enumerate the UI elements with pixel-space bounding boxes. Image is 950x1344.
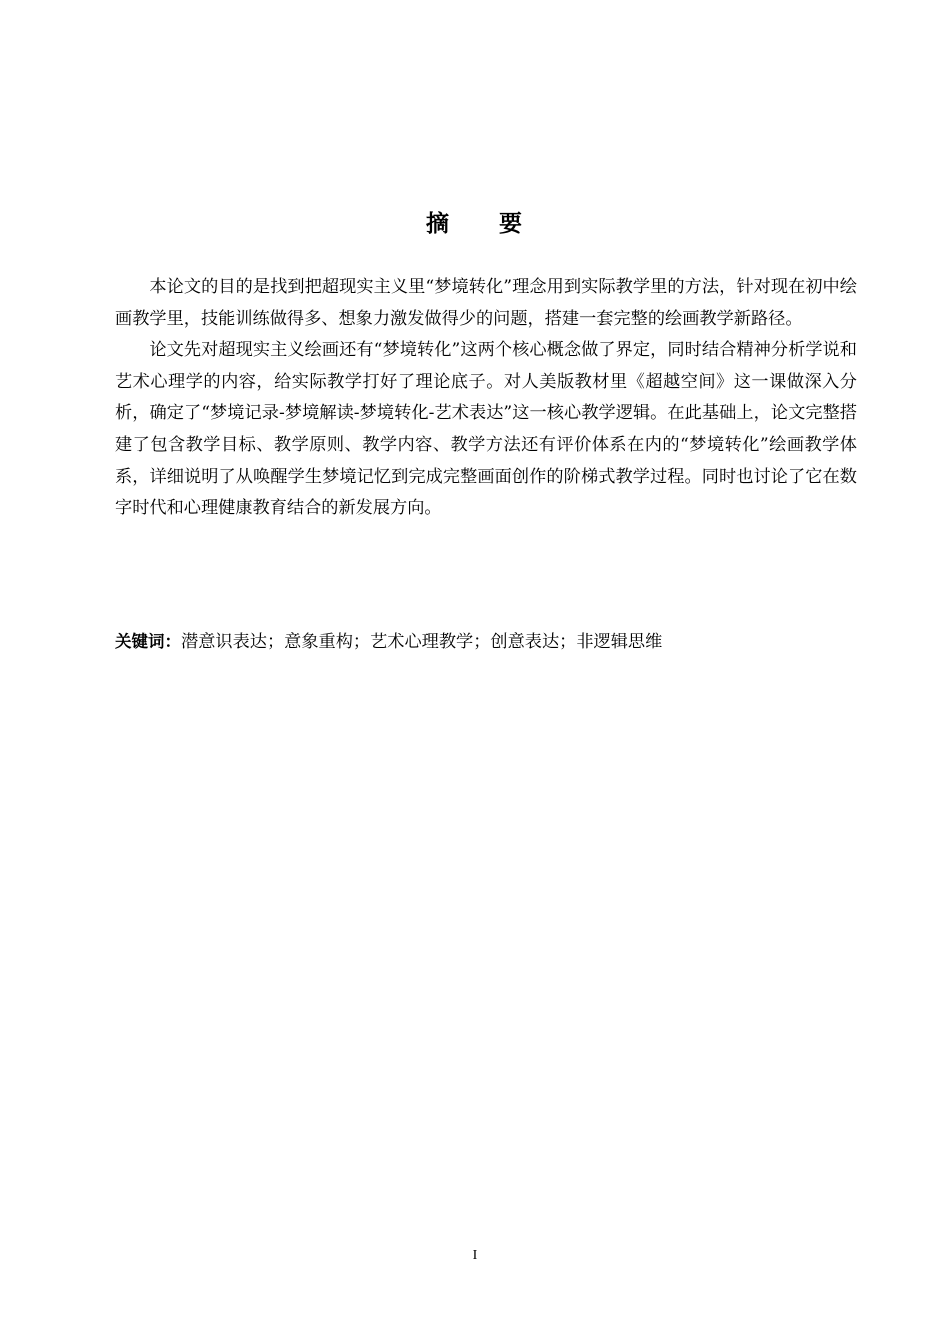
keywords-line	[115, 626, 857, 658]
abstract-title-part1: 摘	[426, 211, 451, 237]
keywords-text: 潜意识表达；意象重构；艺术心理教学；创意表达；非逻辑思维	[181, 632, 663, 652]
abstract-title	[0, 207, 950, 241]
page-number: I	[472, 1248, 478, 1263]
abstract-paragraph-1: 本论文的目的是找到把超现实主义里“梦境转化”理念用到实际教学里的方法，针对现在初中绘画教学里，技能训练做得多、想象力激发做得少的问题，搭建一套完整的绘画教学新路径。	[115, 277, 857, 329]
abstract-title-part2: 要	[499, 211, 524, 237]
abstract-body	[115, 272, 857, 525]
keywords-label: 关键词：	[115, 632, 181, 651]
abstract-paragraph-2: 论文先对超现实主义绘画还有“梦境转化”这两个核心概念做了界定，同时结合精神分析学说和艺术心理学的内容，给实际教学打好了理论底子。对人美版教材里《超越空间》这一课做深入分析，确定了“梦境记录-梦境解读-梦境转化-艺术表达”这一核心教学逻辑。在此基础上，论文完整搭建了包含教学目标、教学原则、教学内容、教学方法还有评价体系在内的“梦境转化”绘画教学体系，详细说明了从唤醒学生梦境记忆到完成完整画面创作的阶梯式教学过程。同时也讨论了它在数字时代和心理健康教育结合的新发展方向。	[115, 340, 857, 519]
